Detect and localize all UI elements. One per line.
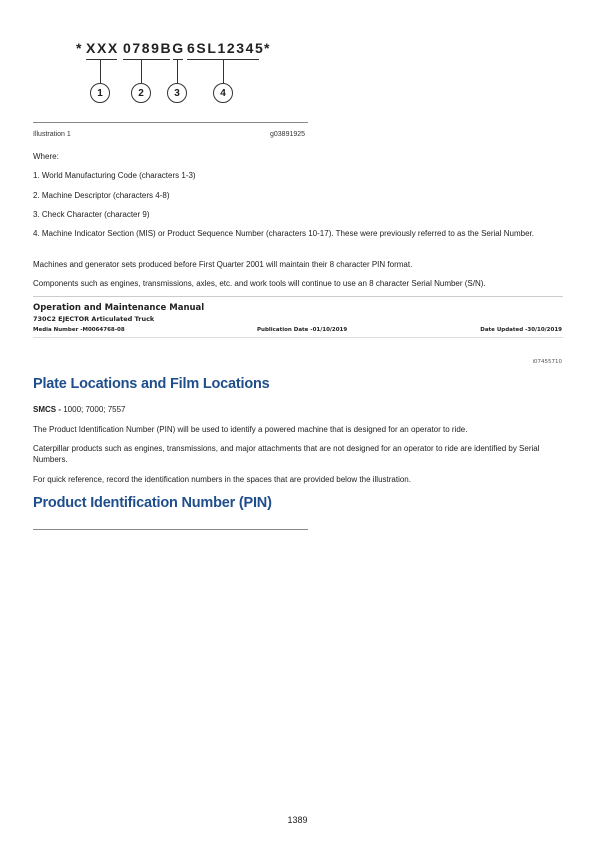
definition-item: 4. Machine Indicator Section (MIS) or Product Sequence Number (characters 10-17). These were previously referred to as the Serial Number.: [33, 229, 534, 238]
paragraph: Caterpillar products such as engines, transmissions, and major attachments that are not designed for an operator to ride are identified by Serial Numbers.: [33, 444, 540, 464]
paragraph: The Product Identification Number (PIN) will be used to identify a powered machine that is designed for an operator to ride.: [33, 425, 468, 434]
leader-3: [177, 59, 178, 83]
where-intro: Where:: [33, 152, 59, 161]
leader-1: [100, 59, 101, 83]
pin-asterisk-end: *: [264, 40, 272, 56]
illustration-caption-label: Illustration 1: [33, 131, 71, 138]
leader-2: [141, 59, 142, 83]
definition-item: 2. Machine Descriptor (characters 4-8): [33, 191, 170, 200]
smcs-values: 1000; 7000; 7557: [61, 405, 126, 414]
underline-2: [123, 59, 170, 60]
callout-2: 2: [131, 83, 151, 103]
date-updated: Date Updated -30/10/2019: [480, 327, 562, 333]
pin-descriptor: 0789BG: [123, 40, 185, 56]
pin-asterisk-start: *: [76, 40, 84, 56]
callout-4: 4: [213, 83, 233, 103]
section-heading-plate-locations: Plate Locations and Film Locations: [33, 376, 270, 392]
section-heading-pin: Product Identification Number (PIN): [33, 495, 272, 511]
doc-title: Operation and Maintenance Manual: [33, 303, 205, 313]
underline-1: [86, 59, 117, 60]
reference-id: i07455710: [532, 359, 562, 365]
callout-3: 3: [167, 83, 187, 103]
definition-item: 3. Check Character (character 9): [33, 210, 150, 219]
definition-item: 1. World Manufacturing Code (characters 1-3): [33, 171, 196, 180]
underline-3: [173, 59, 183, 60]
publication-date: Publication Date -01/10/2019: [257, 327, 348, 333]
pin-section-divider: [33, 529, 308, 530]
pin-wmc: XXX: [86, 40, 119, 56]
illustration-divider: [33, 122, 308, 123]
paragraph: Machines and generator sets produced before First Quarter 2001 will maintain their 8 character PIN format.: [33, 260, 413, 269]
paragraph: For quick reference, record the identification numbers in the spaces that are provided below the illustration.: [33, 475, 411, 484]
callout-1: 1: [90, 83, 110, 103]
illustration-caption-id: g03891925: [270, 131, 306, 138]
paragraph: Components such as engines, transmissions, axles, etc. and work tools will continue to use an 8 character Serial Number (S/N).: [33, 279, 486, 288]
smcs-codes: [33, 405, 126, 414]
page-number: 1389: [287, 815, 308, 825]
meta-divider: [33, 337, 563, 338]
pin-mis: 6SL12345: [187, 40, 265, 56]
leader-4: [223, 59, 224, 83]
smcs-label: SMCS -: [33, 405, 61, 414]
media-number: Media Number -M0064768-08: [33, 327, 125, 333]
doc-subtitle: 730C2 EJECTOR Articulated Truck: [33, 315, 155, 323]
header-divider: [33, 296, 563, 297]
